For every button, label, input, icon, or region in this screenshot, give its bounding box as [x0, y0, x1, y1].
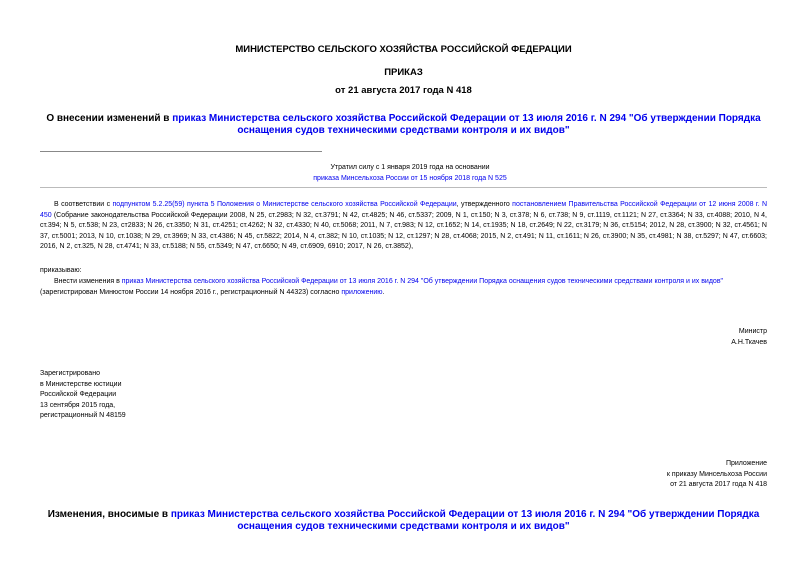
ministry-heading: МИНИСТЕРСТВО СЕЛЬСКОГО ХОЗЯЙСТВА РОССИЙСКОЙ ФЕДЕРАЦИИ — [235, 44, 572, 55]
doc-type-heading: ПРИКАЗ — [384, 67, 423, 78]
appendix-link[interactable]: приложению — [341, 288, 383, 296]
regulation-link[interactable]: подпунктом 5.2.25(59) пункта 5 Положения о Министерстве сельского хозяйства Российской Федерации — [112, 201, 457, 208]
preamble-text-3: (Собрание законодательства Российской Федерации 2008, N 25, ст.2983; N 32, ст.3791; N 42, ст.4825; N 46, ст.5337; 2009, N 1, ст.150; N 3, ст.378; N 6, ст.738; N 9, ст.1119, ст.1121; N 27, ст.3364; N 33, ст.4088; 2010, N 4, ст.394; N 5, ст.538; N 23, ст2833; N 26, ст.3350; N 31, ст.4251; ст.4262; N 32, ст.4330; N 40, ст.5068; 2011, N 7, ст.983; N 12, ст.1652; N 14, ст.1935; N 18, ст.2649; N 22, ст.3179; N 36, ст.5154; 2012, N 28, ст.3900; N 32, ст.4561; N 37, ст.5001; 2013, N 10, ст.1038; N 29, ст.3969; N 33, ст.4386; N 45, ст.5822; 2014, N 4, ст.382; N 10, ст.1035; N 12, ст.1297; N 28, ст.4068; 2015, N 2, ст.491; N 11, ст.1611; N 26, ст.3900; N 35, ст.4981; N 38, ст.5297; N 47, ст.6603; 2016, N 2, ст.325, N 28, ст.4741; N 33, ст.5188; N 55, ст.5349; N 47, ст.6650; N 49, ст.6909, 6910; 2017, N 26, ст.3852), — [40, 211, 767, 250]
date-number-heading: от 21 августа 2017 года N 418 — [335, 85, 472, 96]
appendix-line: Приложение — [725, 460, 767, 467]
document-title — [40, 113, 767, 137]
preamble-text-1: В соответствии с — [54, 201, 113, 208]
appendix-title-prefix: Изменения, вносимые в — [47, 509, 171, 520]
preamble-paragraph — [40, 200, 767, 253]
order-paragraph — [40, 277, 767, 298]
order-text-2: (зарегистрирован Минюстом России 14 ноября 2016 г., регистрационный N 44323) согласно — [40, 288, 342, 296]
status-note-text: Утратил силу с 1 января 2019 года на основании — [330, 164, 490, 171]
order-text-3: . — [382, 288, 385, 296]
registration-line: регистрационный N 48159 — [40, 412, 126, 419]
registration-line: 13 сентября 2015 года, — [40, 401, 116, 409]
divider-short — [40, 151, 322, 152]
signature-block — [731, 327, 767, 348]
appendix-block — [667, 459, 767, 491]
status-note-link[interactable]: приказа Минсельхоза России от 15 ноября 2018 года N 525 — [313, 174, 507, 182]
registration-block — [40, 369, 126, 422]
appendix-line: к приказу Минсельхоза России — [666, 470, 767, 478]
amended-order-link[interactable]: приказ Министерства сельского хозяйства Российской Федерации от 13 июля 2016 г. N 294 "Об утверждении Порядка оснащения судов техническими средствами контроля и их видов" — [121, 278, 724, 285]
appendix-title-link[interactable]: приказ Министерства сельского хозяйства Российской Федерации от 13 июля 2016 г. N 294 "Об утверждении Порядка оснащения судов техническими средствами контроля и их видов" — [170, 509, 760, 532]
registration-line: в Министерстве юстиции — [40, 380, 122, 388]
government-decree-link[interactable]: постановлением Правительства Российской Федерации от 12 июня 2008 г. N 450 — [40, 201, 768, 219]
title-prefix: О внесении изменений в — [46, 113, 173, 124]
order-word: приказываю: — [40, 267, 82, 274]
order-text-1: Внести изменения в — [54, 278, 122, 285]
registration-line: Российской Федерации — [40, 391, 117, 398]
appendix-line: от 21 августа 2017 года N 418 — [670, 481, 767, 488]
divider-full — [40, 187, 767, 188]
title-order-link[interactable]: приказ Министерства сельского хозяйства Российской Федерации от 13 июля 2016 г. N 294 "Об утверждении Порядка оснащения судов техническими средствами контроля и их видов" — [172, 113, 761, 136]
registration-line: Зарегистрировано — [40, 370, 100, 377]
status-note — [300, 163, 520, 184]
appendix-title — [40, 509, 767, 533]
signature-name: А.Н.Ткачев — [731, 338, 767, 346]
preamble-text-2: , утвержденного — [456, 201, 513, 208]
signature-position: Министр — [738, 328, 767, 335]
